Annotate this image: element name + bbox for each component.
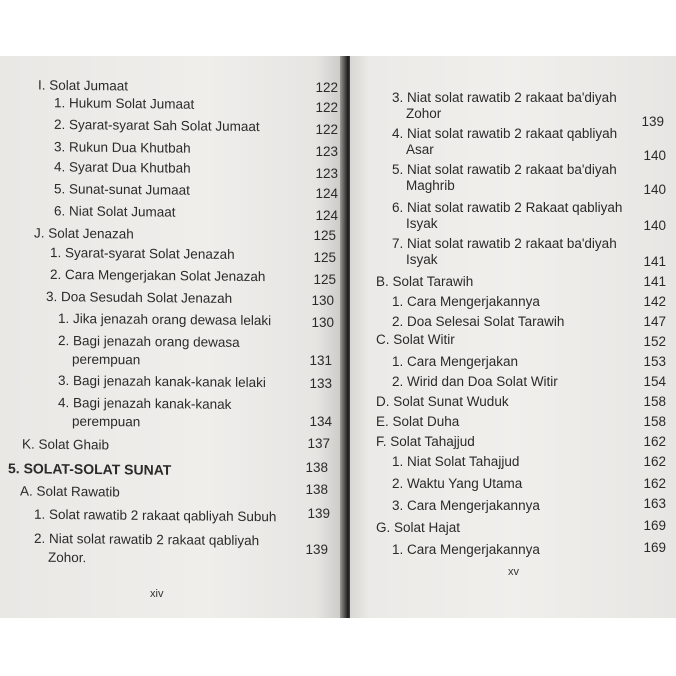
toc-entry-page: 130 (311, 293, 334, 308)
toc-entry-text: 1. Solat rawatib 2 rakaat qabliyah Subuh (34, 506, 277, 525)
toc-entry-page: 139 (307, 506, 330, 521)
toc-entry-page: 158 (643, 394, 666, 409)
toc-entry-text: 1. Hukum Solat Jumaat (54, 95, 195, 112)
toc-entry-text: K. Solat Ghaib (22, 436, 110, 453)
toc-entry-page: 125 (313, 272, 336, 287)
toc-entry-text: 2. Cara Mengerjakan Solat Jenazah (50, 266, 266, 285)
toc-entry-page: 134 (309, 414, 332, 429)
left-page (0, 56, 344, 618)
toc-entry-text: J. Solat Jenazah (34, 225, 134, 242)
toc-entry-text: G. Solat Hajat (376, 520, 461, 535)
toc-entry-page: 163 (643, 496, 666, 511)
page-folio: xiv (150, 588, 164, 600)
toc-entry-text: F. Solat Tahajjud (376, 434, 475, 449)
toc-entry-text: 3. Cara Mengerjakannya (392, 498, 540, 513)
toc-entry-page: 130 (311, 315, 334, 330)
toc-entry-page: 153 (643, 354, 666, 369)
page-folio: xv (508, 566, 519, 578)
toc-entry-text: C. Solat Witir (376, 332, 455, 347)
section-heading: 5. SOLAT-SOLAT SUNAT (8, 460, 172, 478)
toc-entry-page: 162 (643, 434, 666, 449)
toc-entry-page: 122 (315, 100, 338, 115)
toc-entry-page: 162 (643, 454, 666, 469)
toc-entry-page: 125 (313, 228, 336, 243)
toc-entry-page: 133 (309, 376, 332, 391)
toc-entry-page: 141 (643, 254, 666, 269)
toc-entry-page: 140 (643, 218, 666, 233)
toc-entry-page: 124 (315, 186, 338, 201)
toc-entry-text: 6. Niat solat rawatib 2 Rakaat qabliyah (392, 200, 623, 215)
toc-entry-text: 2. Waktu Yang Utama (392, 476, 523, 491)
toc-entry-page: 140 (643, 182, 666, 197)
toc-entry-text: 2. Bagi jenazah orang dewasa (58, 333, 240, 350)
toc-entry-text: I. Solat Jumaat (38, 77, 129, 94)
toc-entry-text-cont: Zohor. (48, 549, 87, 566)
right-page (350, 56, 676, 618)
toc-entry-text: 2. Doa Selesai Solat Tarawih (392, 314, 565, 329)
toc-entry-page: 158 (643, 414, 666, 429)
toc-entry-text: 3. Doa Sesudah Solat Jenazah (46, 289, 233, 306)
toc-entry-text: 4. Syarat Dua Khutbah (54, 159, 191, 176)
toc-entry-text: 6. Niat Solat Jumaat (54, 203, 176, 220)
toc-entry-text: 1. Jika jenazah orang dewasa lelaki (58, 310, 272, 329)
toc-entry-page: 122 (315, 80, 338, 95)
toc-entry-text: 1. Niat Solat Tahajjud (392, 454, 520, 469)
toc-entry-page: 169 (643, 518, 666, 533)
toc-entry-text: 1. Syarat-syarat Solat Jenazah (50, 245, 235, 262)
toc-entry-page: 139 (641, 114, 664, 129)
toc-entry-page: 154 (643, 374, 666, 389)
toc-entry-text: 4. Bagi jenazah kanak-kanak (58, 395, 232, 412)
toc-entry-text: 5. Sunat-sunat Jumaat (54, 181, 190, 198)
toc-entry-text-cont: perempuan (72, 413, 141, 430)
toc-entry-page: 152 (643, 334, 666, 349)
toc-entry-text: B. Solat Tarawih (376, 274, 474, 289)
toc-entry-page: 138 (305, 460, 328, 475)
toc-entry-text: 1. Cara Mengerjakan (392, 354, 519, 369)
toc-entry-page: 137 (307, 436, 330, 451)
toc-entry-page: 139 (305, 542, 328, 557)
toc-entry-page: 123 (315, 166, 338, 181)
toc-entry-page: 162 (643, 476, 666, 491)
toc-entry-text: 1. Cara Mengerjakannya (392, 542, 540, 557)
toc-entry-text: 7. Niat solat rawatib 2 rakaat ba'diyah (392, 236, 617, 251)
toc-entry-text: A. Solat Rawatib (20, 483, 120, 500)
toc-entry-page: 138 (305, 482, 328, 497)
toc-entry-text: 3. Niat solat rawatib 2 rakaat ba'diyah (392, 90, 617, 105)
toc-entry-page: 122 (315, 122, 338, 137)
toc-entry-text: 3. Bagi jenazah kanak-kanak lelaki (58, 372, 266, 391)
toc-entry-page: 131 (309, 353, 332, 368)
toc-entry-text: 2. Syarat-syarat Sah Solat Jumaat (54, 116, 260, 135)
toc-entry-page: 142 (643, 294, 666, 309)
toc-entry-page: 125 (313, 250, 336, 265)
toc-entry-text: D. Solat Sunat Wuduk (376, 394, 509, 409)
toc-entry-page: 141 (643, 274, 666, 289)
toc-entry-text-cont: perempuan (72, 351, 141, 368)
toc-entry-page: 169 (643, 540, 666, 555)
toc-entry-text: E. Solat Duha (376, 414, 460, 429)
toc-entry-text: 3. Rukun Dua Khutbah (54, 139, 191, 156)
toc-entry-text: 1. Cara Mengerjakannya (392, 294, 540, 309)
toc-entry-text-cont: Asar (406, 142, 434, 157)
toc-entry-text: 2. Niat solat rawatib 2 rakaat qabliyah (34, 530, 260, 549)
toc-entry-page: 123 (315, 144, 338, 159)
toc-entry-page: 147 (643, 314, 666, 329)
toc-entry-text: 4. Niat solat rawatib 2 rakaat qabliyah (392, 126, 618, 141)
toc-entry-text-cont: Maghrib (406, 178, 455, 193)
toc-entry-text-cont: Isyak (406, 216, 438, 231)
toc-entry-page: 124 (315, 208, 338, 223)
open-book (0, 56, 676, 618)
toc-entry-page: 140 (643, 148, 666, 163)
toc-entry-text-cont: Zohor (406, 106, 442, 121)
toc-entry-text: 5. Niat solat rawatib 2 rakaat ba'diyah (392, 162, 617, 177)
toc-entry-text: 2. Wirid dan Doa Solat Witir (392, 374, 558, 389)
toc-entry-text-cont: Isyak (406, 252, 438, 267)
